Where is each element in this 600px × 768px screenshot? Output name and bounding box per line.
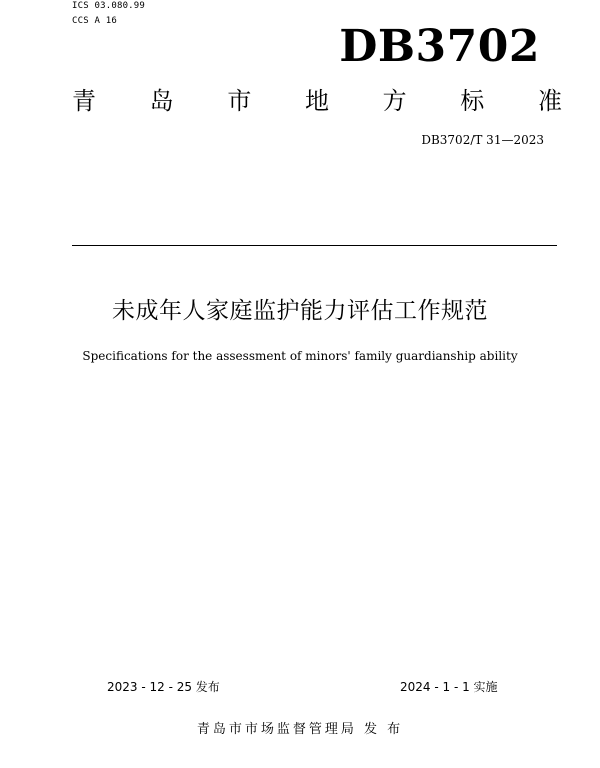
standard-number: DB3702/T 31—2023 <box>421 133 544 147</box>
issue-date: 2023 - 12 - 25 发布 <box>107 680 220 694</box>
standard-type-char: 标 <box>460 87 485 115</box>
standard-type-char: 青 <box>72 87 96 115</box>
implementation-date: 2024 - 1 - 1 实施 <box>400 680 498 694</box>
issuing-authority: 青岛市市场监督管理局 发 布 <box>196 722 404 737</box>
ics-code: ICS 03.080.99 <box>72 1 146 11</box>
standard-code-logo: DB3702 <box>339 21 540 72</box>
ccs-code: CCS A 16 <box>72 16 117 26</box>
standard-type-title <box>72 86 562 116</box>
standard-type-char: 市 <box>227 87 252 115</box>
standard-type-char: 岛 <box>149 87 174 115</box>
header-divider <box>72 245 557 246</box>
standard-type-char: 准 <box>537 87 562 115</box>
standard-type-char: 方 <box>382 87 407 115</box>
document-title-english: Specifications for the assessment of minors' family guardianship ability <box>82 349 518 363</box>
standard-type-char: 地 <box>304 87 329 115</box>
document-title-chinese: 未成年人家庭监护能力评估工作规范 <box>112 298 488 324</box>
